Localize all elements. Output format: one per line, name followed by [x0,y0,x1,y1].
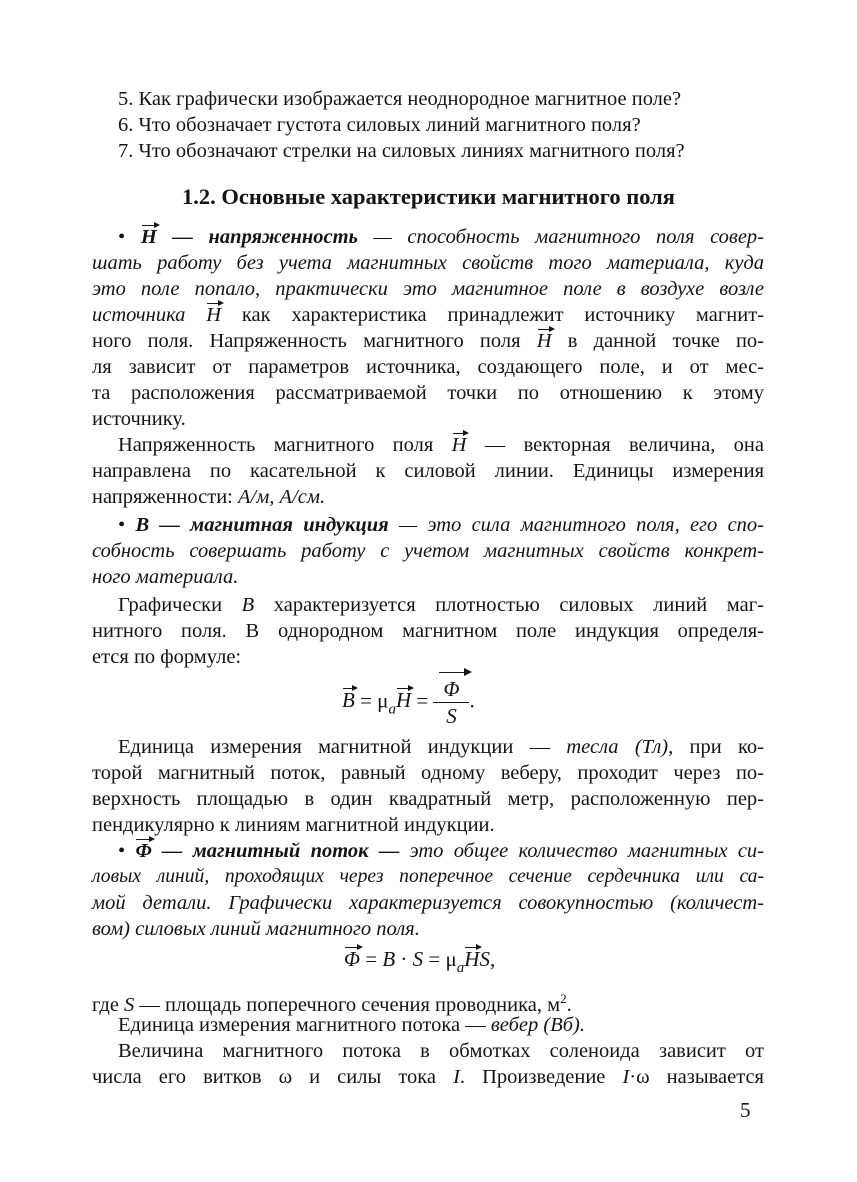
question-6: 6. Что обозначает густота силовых линий магнитного поля? [118,114,641,136]
solenoid-line-2 [92,1064,764,1090]
b-symbol: B [382,947,396,971]
h-vector: H [395,688,412,713]
s-symbol: S [479,947,490,971]
text: характеризуется плотностью силовых линий маг- [254,594,764,616]
text: , при ко- [668,736,764,758]
tesla-line-4: пендикулярно к линиям магнитной индукции. [92,814,495,836]
units: А/м, А/см. [238,486,326,508]
h-vector-line-3 [92,484,764,510]
unit-tesla: тесла (Тл) [566,736,669,758]
b-definition-line-2: собность совершать работу с учетом магнитных свойств конкрет- [92,540,764,562]
superscript: 2 [560,991,567,1006]
phi-definition-line-4: вом) силовых линий магнитного поля. [92,918,420,940]
h-definition-line-6: ля зависит от параметров источника, создающего поле, и от мес- [92,356,764,378]
text: — это сила магнитного поля, его спо- [388,514,764,536]
s-symbol: S [412,947,424,971]
term-intensity: напряженность [208,226,358,248]
subscript-a: a [388,701,396,718]
h-definition-line-7: та расположения рассматриваемой точки по отношению к этому [92,382,764,404]
section-title: 1.2. Основные характеристики магнитного поля [182,184,675,209]
b-vector: B [342,688,355,713]
h-definition-line-1 [118,224,764,250]
i-symbol: I [622,1066,630,1088]
text: как характеристика принадлежит источнику магнит- [221,304,764,326]
subscript-a: a [456,960,465,976]
numerator [433,676,469,702]
text: называется [649,1066,764,1088]
phi-vector: Φ [344,947,360,971]
period: . [566,994,572,1016]
phi-definition-line-3: мой детали. Графически характеризуется совокупностью (количест- [92,892,764,914]
text: числа его витков ω и силы тока [92,1066,454,1088]
h-vector-line-2: направлена по касательной к силовой линии. Единицы измерения [92,460,764,482]
text: ного поля. Напряженность магнитного поля [92,330,537,352]
text: — векторная величина, она [466,434,764,456]
equals: = [360,947,383,971]
phi-definition-line-2: ловых линий, проходящих через поперечное сечение сердечника или са- [92,866,764,887]
tesla-line-1 [118,734,764,760]
text: источника [92,304,207,326]
period: . [469,688,475,713]
solenoid-line-1: Величина магнитного потока в обмотках соленоида зависит от [118,1040,764,1062]
text: . Произведение [459,1066,623,1088]
phi-vector-symbol: Φ [135,840,152,862]
text: где [92,994,125,1016]
question-5: 5. Как графически изображается неоднородное магнитное поле? [118,88,682,110]
h-vector: H [464,947,480,971]
text: напряженности: [92,486,238,508]
h-definition-line-4 [92,302,764,328]
phi-symbol: Φ [443,677,460,701]
text: Единица измерения магнитного потока — [118,1014,491,1036]
fraction [433,676,469,729]
tesla-line-3: верхность площадью в один квадратный метр, расположенную пер- [92,788,764,810]
bullet: • [118,226,126,248]
bullet: • [118,840,126,862]
b-graphic-line-1 [118,592,764,618]
omega-symbol: ω [636,1066,650,1088]
b-graphic-line-2: нитного поля. В однородном магнитном поле индукция определя- [92,620,764,642]
text: это общее количество магнитных си- [399,840,765,862]
h-vector-symbol: H [206,304,222,326]
b-symbol: B [241,594,255,616]
tesla-line-2: торой магнитный поток, равный одному веберу, проходит через по- [92,762,764,784]
dash: — [156,226,209,248]
b-definition-line-1 [118,512,764,538]
term-flux: — магнитный поток — [151,840,400,862]
h-definition-line-8: источнику. [92,408,186,430]
text: в данной точке по- [551,330,764,352]
formula-flux [344,946,495,981]
b-definition-line-3: ного материала. [92,566,239,588]
formula-induction [342,676,475,729]
unit-weber: вебер (Вб). [490,1014,585,1036]
i-symbol: I [453,1066,460,1088]
phi-definition-line-1 [118,838,764,864]
question-7: 7. Что обозначают стрелки на силовых линиях магнитного поля? [118,140,685,162]
h-vector-symbol: H [451,434,467,456]
text: Графически [118,594,242,616]
h-definition-line-3: это поле попало, практически это магнитное поле в воздухе возле [92,278,764,300]
page-number: 5 [740,1098,751,1122]
equals-mu: = μ [354,688,389,713]
dot: · [629,1066,637,1088]
comma: , [489,947,496,971]
text: Единица измерения магнитной индукции — [118,736,567,758]
h-vector-symbol: H [536,330,552,352]
s-symbol: S [124,994,135,1016]
text: Напряженность магнитного поля [118,434,452,456]
h-definition-line-5 [92,328,764,354]
term-induction: В — магнитная индукция [135,514,389,536]
equals-mu: = μ [423,947,457,971]
equals: = [411,688,434,713]
weber-line [118,1012,764,1038]
h-definition-line-2: шать работу без учета магнитных свойств того материала, куда [92,252,764,274]
b-graphic-line-3: ется по формуле: [92,646,242,668]
h-vector-line-1 [118,432,764,458]
h-vector-symbol: H [140,226,157,248]
text: — площадь поперечного сечения проводника, м [134,994,561,1016]
h-definition-text: — способность магнитного поля совер- [357,226,765,248]
dot: · [395,947,413,971]
denominator: S [433,702,469,729]
bullet: • [118,514,126,536]
